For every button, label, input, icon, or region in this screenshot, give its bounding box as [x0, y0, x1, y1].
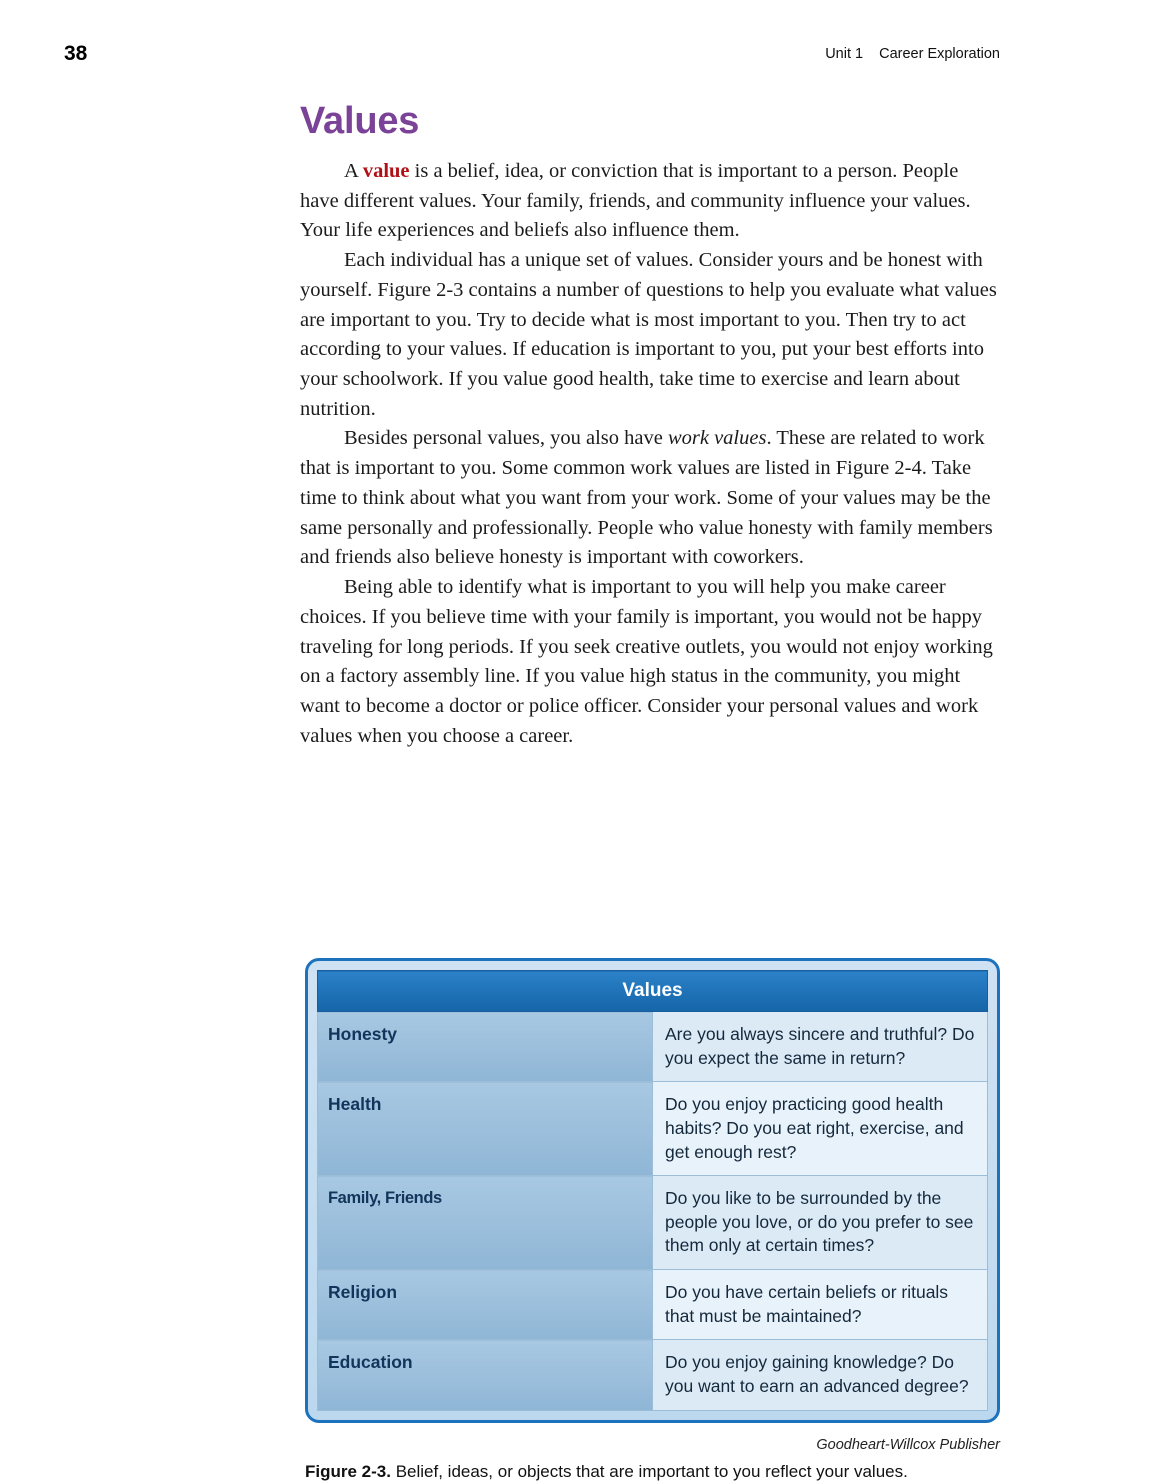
paragraph-1-rest: is a belief, idea, or conviction that is important to a person. People have different values. Your family, friends, and community influence your values. Your life experiences and beliefs also influence them.: [300, 160, 971, 241]
header-unit-label: Unit 1: [825, 46, 863, 62]
paragraph-3: [300, 424, 1000, 573]
row-description-religion: Do you have certain beliefs or rituals that must be maintained?: [653, 1270, 988, 1340]
figure-caption: [305, 1461, 1000, 1483]
paragraph-3-pre: Besides personal values, you also have: [344, 427, 668, 449]
values-table: [317, 970, 988, 1411]
term-work-values: work values: [668, 427, 767, 449]
figure-caption-label: Figure 2-3.: [305, 1462, 391, 1481]
figure-caption-text: Belief, ideas, or objects that are important to you reflect your values.: [391, 1462, 908, 1481]
row-description-family-friends: Do you like to be surrounded by the people you love, or do you prefer to see them only at certain times?: [653, 1176, 988, 1270]
row-label-religion: Religion: [318, 1270, 653, 1340]
page-title: Values: [300, 100, 1000, 143]
figure-2-3: [305, 958, 1000, 1483]
table-row: [318, 1176, 988, 1270]
paragraph-2: Each individual has a unique set of values. Consider yours and be honest with yourself. Figure 2-3 contains a number of questions to help you evaluate what values are important to you. Try to decide what is most important to you. Then try to act according to your values. If education is important to you, put your best efforts into your schoolwork. If you value good health, take time to exercise and learn about nutrition.: [300, 246, 1000, 424]
row-label-family-friends: Family, Friends: [318, 1176, 653, 1270]
row-description-honesty: Are you always sincere and truthful? Do you expect the same in return?: [653, 1012, 988, 1082]
header-topic-label: Career Exploration: [879, 46, 1000, 62]
paragraph-3-post: . These are related to work that is important to you. Some common work values are listed in Figure 2-4. Take time to think about what you want from your work. Some of your values may be the same personally and professionally. People who value honesty with family members and friends also believe honesty is important with coworkers.: [300, 427, 993, 568]
table-row: [318, 1082, 988, 1176]
table-row: [318, 1340, 988, 1410]
paragraph-1: [300, 157, 1000, 246]
paragraph-1-lead: A: [344, 160, 363, 182]
row-label-honesty: Honesty: [318, 1012, 653, 1082]
row-description-health: Do you enjoy practicing good health habits? Do you eat right, exercise, and get enough rest?: [653, 1082, 988, 1176]
running-head: [64, 42, 1092, 72]
row-label-health: Health: [318, 1082, 653, 1176]
paragraph-4: Being able to identify what is important to you will help you make career choices. If you believe time with your family is important, you would not be happy traveling for long periods. If you seek creative outlets, you would not enjoy working on a factory assembly line. If you value high status in the community, you might want to become a doctor or police officer. Consider your personal values and work values when you choose a career.: [300, 573, 1000, 751]
keyword-value: value: [363, 160, 410, 182]
row-label-education: Education: [318, 1340, 653, 1410]
table-row: [318, 1270, 988, 1340]
table-header-row: [318, 971, 988, 1012]
main-content: [300, 100, 1000, 751]
row-description-education: Do you enjoy gaining knowledge? Do you want to earn an advanced degree?: [653, 1340, 988, 1410]
values-table-container: [305, 958, 1000, 1423]
table-header-title: Values: [318, 971, 988, 1012]
figure-credit: Goodheart-Willcox Publisher: [305, 1437, 1000, 1453]
header-text: [825, 46, 1000, 62]
table-row: [318, 1012, 988, 1082]
page-number: 38: [64, 42, 87, 66]
